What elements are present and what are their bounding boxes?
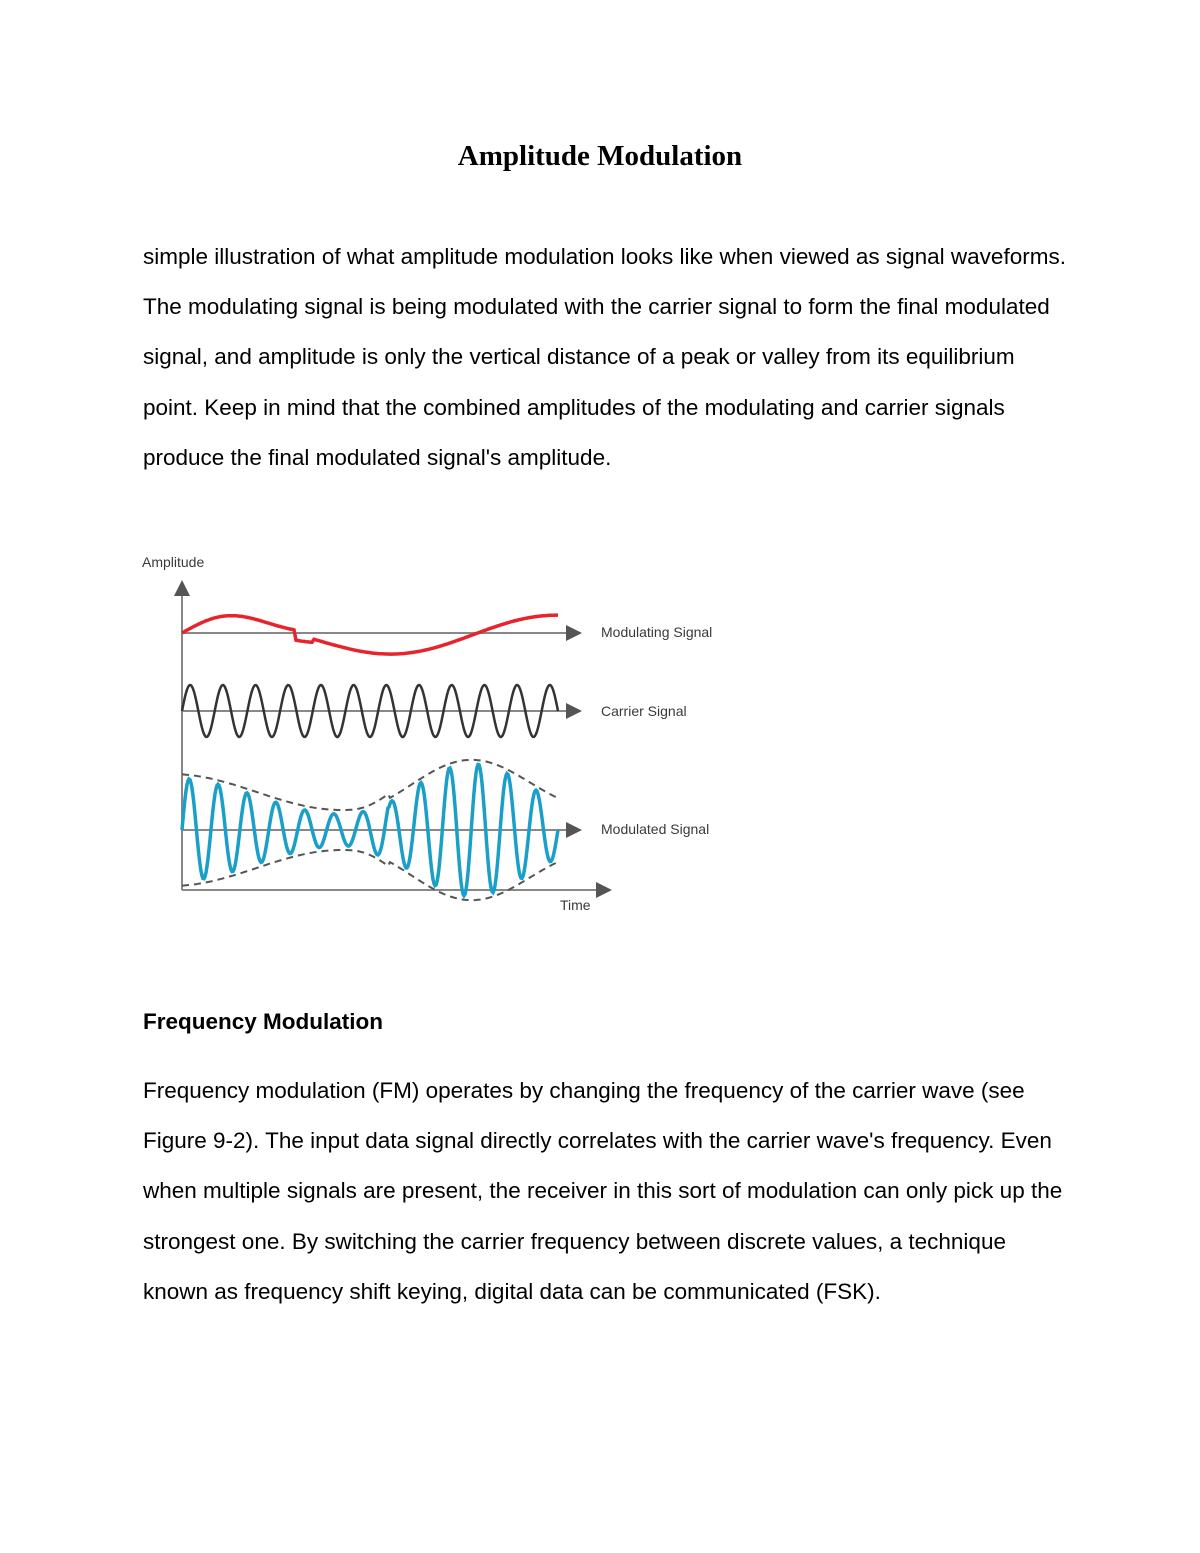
paragraph-amplitude-modulation: simple illustration of what amplitude modulation looks like when viewed as signal waveforms. The modulating signal is being modulated with the carrier signal to form the final modulated signal, and amplitude is only the vertical distance of a peak or valley from its equilibrium point. Keep in mind that the combined amplitudes of the modulating and carrier signals produce the final modulated signal's amplitude.: [143, 244, 1066, 470]
page-title: Amplitude Modulation: [457, 140, 743, 172]
modulated-envelope-lower: [182, 850, 558, 900]
modulation-figure: [130, 548, 750, 923]
carrier-signal-label: Carrier Signal: [601, 703, 687, 719]
section-heading-frequency-modulation: Frequency Modulation: [143, 1009, 384, 1034]
x-axis-label: Time: [560, 897, 591, 913]
modulation-diagram: [130, 548, 750, 923]
modulated-signal-label: Modulated Signal: [601, 821, 710, 837]
modulating-signal-label: Modulating Signal: [601, 624, 713, 640]
y-axis-label: Amplitude: [142, 554, 205, 570]
paragraph-frequency-modulation: Frequency modulation (FM) operates by changing the frequency of the carrier wave (see Figure 9-2). The input data signal directly correlates with the carrier wave's frequency. Even when multiple signals are present, the receiver in this sort of modulation can only pick up the strongest one. By switching the carrier frequency between discrete values, a technique known as frequency shift keying, digital data can be communicated (FSK).: [143, 1078, 1063, 1304]
modulated-signal-wave: [182, 765, 558, 896]
modulating-signal-wave: [182, 615, 558, 654]
